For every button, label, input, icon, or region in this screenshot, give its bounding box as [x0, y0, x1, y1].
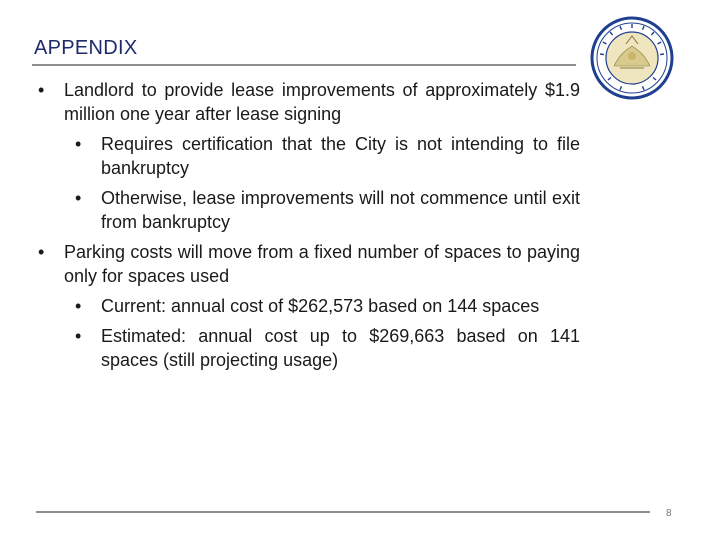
seal-icon [590, 16, 674, 100]
sub-bullet-text: Estimated: annual cost up to $269,663 based on 141 spaces (still projecting usage) [101, 326, 580, 370]
slide-title: APPENDIX [34, 37, 138, 59]
city-seal-logo [590, 16, 674, 100]
bullet-marker: • [75, 134, 82, 154]
bullet-text: Landlord to provide lease improvements of approximately $1.9 million one year after lease signing [64, 80, 580, 124]
sub-bullet-1-1 [75, 132, 580, 180]
bullet-marker: • [38, 242, 45, 262]
sub-bullet-text: Current: annual cost of $262,573 based on 144 spaces [101, 296, 540, 316]
title-divider [32, 64, 576, 66]
slide-body [38, 78, 580, 378]
bullet-marker: • [75, 188, 82, 208]
bullet-marker: • [75, 296, 82, 316]
bullet-2 [38, 240, 580, 288]
sub-bullet-2-2 [75, 324, 580, 372]
page-number: 8 [666, 508, 672, 519]
bullet-marker: • [75, 326, 82, 346]
sub-bullet-1-2 [75, 186, 580, 234]
bullet-marker: • [38, 80, 45, 100]
bullet-1 [38, 78, 580, 126]
footer-divider [36, 511, 650, 513]
bullet-text: Parking costs will move from a fixed number of spaces to paying only for spaces used [64, 242, 580, 286]
sub-bullet-text: Otherwise, lease improvements will not commence until exit from bankruptcy [101, 188, 580, 232]
sub-bullet-text: Requires certification that the City is not intending to file bankruptcy [101, 134, 580, 178]
sub-bullet-2-1 [75, 294, 580, 318]
